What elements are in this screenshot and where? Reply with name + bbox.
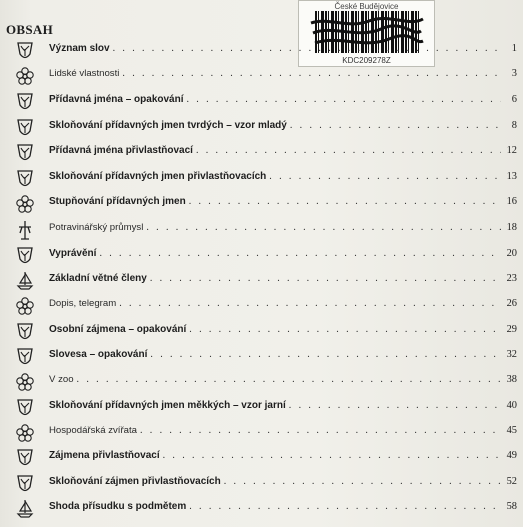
toc-entry-page-number: 13 (506, 171, 517, 182)
toc-entry-title: Shoda přísudku s podmětem (49, 501, 187, 512)
flower-icon (14, 193, 36, 215)
toc-entry (0, 68, 523, 90)
toc-entry-title: Hospodářská zvířata (49, 425, 137, 436)
dot-leader (196, 145, 501, 156)
toc-entry (0, 425, 523, 447)
toc-entry (0, 501, 523, 523)
toc-entry (0, 145, 523, 167)
toc-entry-title: Dopis, telegram (49, 298, 117, 309)
toc-entry-title: Stupňování přídavných jmen (49, 196, 186, 207)
toc-entry-title: Význam slov (49, 43, 110, 54)
dot-leader (187, 94, 502, 105)
toc-entry-page-number: 49 (506, 450, 517, 461)
flower-icon (14, 422, 36, 444)
dot-leader (189, 196, 501, 207)
toc-entry (0, 374, 523, 396)
toc-entry (0, 400, 523, 422)
shield-sprout-icon (14, 346, 36, 368)
toc-entry-line (49, 120, 517, 131)
toc-entry-line (49, 374, 517, 385)
toc-entry-line (49, 476, 517, 487)
flower-icon (14, 371, 36, 393)
shield-sprout-icon (14, 117, 36, 139)
toc-entry-title: Vyprávění (49, 248, 97, 259)
shield-sprout-icon (14, 447, 36, 469)
toc-entry-title: Lidské vlastnosti (49, 68, 120, 79)
dot-leader (290, 120, 501, 131)
toc-entry-title: Základní větné členy (49, 273, 147, 284)
dot-leader (224, 476, 501, 487)
toc-entry-line (49, 248, 517, 259)
toc-entry (0, 476, 523, 498)
toc-entry-page-number: 8 (511, 120, 517, 131)
library-label-top-text: České Budějovice (334, 2, 399, 11)
toc-entry-line (49, 43, 517, 54)
dot-leader (150, 349, 501, 360)
toc-entry-title: Skloňování přídavných jmen tvrdých – vzor mladý (49, 120, 287, 131)
shield-sprout-icon (14, 397, 36, 419)
toc-entry (0, 349, 523, 371)
toc-entry-page-number: 16 (506, 196, 517, 207)
toc-entry-line (49, 68, 517, 79)
toc-entry-line (49, 171, 517, 182)
toc-entry-title: V zoo (49, 374, 74, 385)
toc-entry-page-number: 20 (506, 248, 517, 259)
toc-entry (0, 94, 523, 116)
toc-entry-title: Skloňování přídavných jmen měkkých – vzor jarní (49, 400, 286, 411)
toc-entry (0, 43, 523, 65)
toc-entry-line (49, 501, 517, 512)
toc-entry-page-number: 40 (506, 400, 517, 411)
toc-entry (0, 450, 523, 472)
toc-entry (0, 120, 523, 142)
toc-entry-page-number: 23 (506, 273, 517, 284)
toc-entry-page-number: 52 (506, 476, 517, 487)
toc-entry-title: Přídavná jména přivlastňovací (49, 145, 193, 156)
toc-entry (0, 222, 523, 244)
shield-sprout-icon (14, 168, 36, 190)
toc-entry-page-number: 1 (511, 43, 517, 54)
toc-entry (0, 324, 523, 346)
sailboat-icon (14, 270, 36, 292)
toc-entry-title: Potravinářský průmysl (49, 222, 144, 233)
toc-entry-title: Přídavná jména – opakování (49, 94, 184, 105)
toc-entry-title: Zájmena přivlastňovací (49, 450, 160, 461)
toc-entry-line (49, 324, 517, 335)
toc-entry-line (49, 450, 517, 461)
dot-leader (163, 450, 501, 461)
toc-entry-title: Skloňování zájmen přivlastňovacích (49, 476, 221, 487)
toc-entry-page-number: 45 (506, 425, 517, 436)
toc-entry-line (49, 349, 517, 360)
toc-entry (0, 273, 523, 295)
shield-sprout-icon (14, 473, 36, 495)
dot-leader (269, 171, 501, 182)
toc-entry-line (49, 400, 517, 411)
dot-leader (99, 248, 501, 259)
toc-entry-page-number: 58 (506, 501, 517, 512)
sailboat-icon (14, 498, 36, 520)
flower-icon (14, 65, 36, 87)
toc-entry-title: Slovesa – opakování (49, 349, 148, 360)
toc-entry (0, 248, 523, 270)
toc-entry-page-number: 38 (506, 374, 517, 385)
toc-entry-page-number: 6 (511, 94, 517, 105)
toc-entry-line (49, 145, 517, 156)
dot-leader (119, 298, 501, 309)
dot-leader (189, 501, 501, 512)
dot-leader (189, 324, 501, 335)
dot-leader (122, 68, 501, 79)
toc-entry-title: Skloňování přídavných jmen přivlastňovacích (49, 171, 267, 182)
toc-entry-page-number: 3 (511, 68, 517, 79)
toc-entry-line (49, 94, 517, 105)
toc-entry-line (49, 196, 517, 207)
shield-sprout-icon (14, 91, 36, 113)
dot-leader (289, 400, 501, 411)
toc-entry-page-number: 26 (506, 298, 517, 309)
shield-sprout-icon (14, 245, 36, 267)
dot-leader (146, 222, 501, 233)
toc-entry-line (49, 425, 517, 436)
toc-entry-line (49, 298, 517, 309)
toc-entry-page-number: 32 (506, 349, 517, 360)
toc-entry-title: Osobní zájmena – opakování (49, 324, 187, 335)
toc-entry-page-number: 29 (506, 324, 517, 335)
cross-figure-icon (14, 219, 36, 241)
flower-icon (14, 295, 36, 317)
toc-entry-line (49, 222, 517, 233)
library-label-code: KDC209278Z (342, 56, 391, 65)
toc-entry (0, 171, 523, 193)
toc-entry (0, 298, 523, 320)
dot-leader (77, 374, 501, 385)
shield-sprout-icon (14, 40, 36, 62)
dot-leader (150, 273, 501, 284)
toc-entry-line (49, 273, 517, 284)
shield-sprout-icon (14, 321, 36, 343)
toc-entry-page-number: 18 (506, 222, 517, 233)
shield-sprout-icon (14, 142, 36, 164)
dot-leader (113, 43, 501, 54)
dot-leader (140, 425, 501, 436)
toc-entry (0, 196, 523, 218)
page-title: OBSAH (6, 22, 54, 37)
toc-entry-page-number: 12 (506, 145, 517, 156)
